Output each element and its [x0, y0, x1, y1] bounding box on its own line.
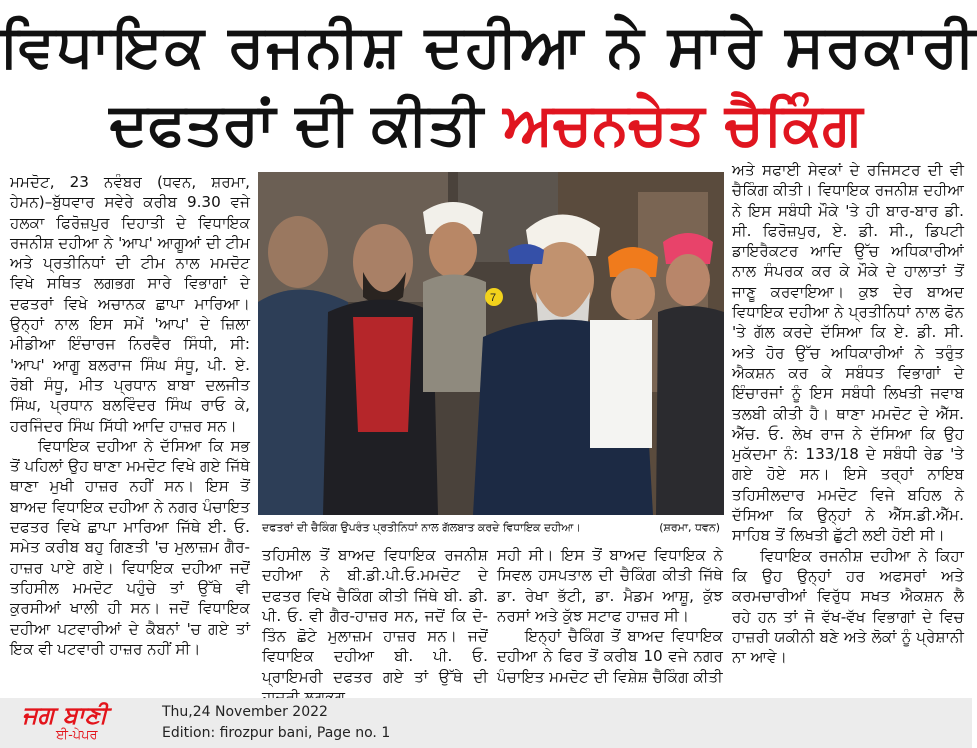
article-paragraph: ਤਹਿਸੀਲ ਤੋਂ ਬਾਅਦ ਵਿਧਾਇਕ ਰਜਨੀਸ਼ ਦਹੀਆ ਨੇ ਬੀ.ਡੀ.ਪੀ.ਓ.ਮਮਦੋਟ ਦੇ ਦਫਤਰ ਵਿਖੇ ਚੈਕਿੰਗ ਕੀਤੀ ਜਿੱਥੇ ਬੀ. ਡੀ. ਪੀ. ਓ. ਵੀ ਗੈਰ-ਹਾਜ਼ਰ ਸਨ, ਜਦੋਂ ਕਿ ਦੋ-ਤਿੰਨ ਛੋਟੇ ਮੁਲਾਜ਼ਮ ਹਾਜ਼ਰ ਸਨ। ਜਦੋਂ ਵਿਧਾਇਕ ਦਹੀਆ ਬੀ. ਪੀ. ਓ. ਪ੍ਰਾਇਮਰੀ ਦਫਤਰ ਗਏ ਤਾਂ ਉੱਥੇ ਦੀ	[262, 546, 488, 686]
article-paragraph: ਵਿਧਾਇਕ ਦਹੀਆ ਨੇ ਦੱਸਿਆ ਕਿ ਸਭ ਤੋਂ ਪਹਿਲਾਂ ਉਹ ਥਾਣਾ ਮਮਦੋਟ ਵਿਖੇ ਗਏ ਜਿੱਥੇ ਥਾਣਾ ਮੁਖੀ ਹਾਜ਼ਰ ਨਹੀਂ ਸਨ। ਇਸ ਤੋਂ ਬਾਅਦ ਵਿਧਾਇਕ ਦਹੀਆ ਨੇ ਨਗਰ ਪੰਚਾਇਤ ਦਫਤਰ ਵਿਖੇ ਛਾਪਾ ਮਾਰਿਆ ਜਿੱਥੇ ਈ. ਓ. ਸਮੇਤ ਕਰੀਬ ਬਹੁ ਗਿਣਤੀ 'ਚ ਮੁਲਾਜ਼ਮ ਗੈਰ-ਹਾਜ਼ਰ ਪਾਏ ਗਏ। ਵਿਧਾਇਕ ਦਹੀਆ ਜਦੋਂ ਤਹਿਸੀਲ ਮਮਦੋਟ ਪਹੁੰਚੇ ਤਾਂ ਉੱਥੇ ਵੀ ਕੁਰਸੀਆਂ ਖਾਲੀ ਹੀ ਸਨ। ਜਦੋਂ ਵਿਧਾਇਕ ਦਹੀਆ ਪਟਵਾਰੀਆਂ ਦੇ ਕੈਬਨਾਂ 'ਚ ਗਏ ਤਾਂ ਇਕ ਵੀ ਪਟਵਾਰੀ ਹਾਜ਼ਰ ਨਹੀਂ ਸੀ।	[10, 436, 250, 658]
article-paragraph: ਸਹੀ ਸੀ। ਇਸ ਤੋਂ ਬਾਅਦ ਵਿਧਾਇਕ ਨੇ ਸਿਵਲ ਹਸਪਤਾਲ ਦੀ ਚੈਕਿੰਗ ਕੀਤੀ ਜਿੱਥੇ ਡਾ. ਰੇਖਾ ਭੱਟੀ, ਡਾ. ਮੈਡਮ ਆਸ਼ੂ, ਕੁੱਝ ਨਰਸਾਂ ਅਤੇ ਕੁੱਝ ਸਟਾਫ ਹਾਜ਼ਰ ਸੀ।	[497, 546, 723, 625]
news-photo	[258, 172, 724, 515]
caption-text: ਦਫਤਰਾਂ ਦੀ ਚੈਕਿੰਗ ਉਪਰੰਤ ਪ੍ਰਤੀਨਿਧਾਂ ਨਾਲ ਗੱਲਬਾਤ ਕਰਦੇ ਵਿਧਾਇਕ ਦਹੀਆ।	[262, 521, 581, 534]
article-paragraph: ਇਨ੍ਹਾਂ ਚੈਕਿੰਗ ਤੋਂ ਬਾਅਦ ਵਿਧਾਇਕ ਦਹੀਆ ਨੇ ਫਿਰ ਤੋਂ ਕਰੀਬ 10 ਵਜੇ ਨਗਰ ਪੰਚਾਇਤ ਮਮਦੋਟ ਦੀ ਵਿਸ਼ੇਸ਼ ਚੈਕਿੰਗ ਕੀਤੀ	[497, 627, 723, 686]
logo-title: ਜਗ ਬਾਣੀ	[22, 701, 108, 729]
headline-line-2-red: ਅਚਨਚੇਤ ਚੈਕਿੰਗ	[503, 90, 863, 158]
article-column-3	[497, 545, 723, 695]
article-paragraph: ਅਤੇ ਸਫਾਈ ਸੇਵਕਾਂ ਦੇ ਰਜਿਸਟਰ ਦੀ ਵੀ ਚੈਕਿੰਗ ਕੀਤੀ। ਵਿਧਾਇਕ ਰਜਨੀਸ਼ ਦਹੀਆ ਨੇ ਇਸ ਸਬੰਧੀ ਮੌਕੇ 'ਤੇ ਹੀ ਬਾਰ-ਬਾਰ ਡੀ. ਸੀ. ਫਿਰੋਜ਼ਪੁਰ, ਏ. ਡੀ. ਸੀ., ਡਿਪਟੀ ਡਾਇਰੈਕਟਰ ਆਦਿ ਉੱਚ ਅਧਿਕਾਰੀਆਂ ਨਾਲ ਸੰਪਰਕ ਕਰ ਕੇ ਮੌਕੇ ਦੇ ਹਾਲਾਤਾਂ ਤੋਂ ਜਾਣੂ ਕਰਵਾਇਆ। ਕੁਝ ਦੇਰ ਬਾਅਦ ਵਿਧਾਇਕ ਦਹੀਆ ਨੇ ਪ੍ਰਤੀਨਿਧਾਂ ਨਾਲ ਫੋਨ 'ਤੇ ਗੱਲ ਕਰਦੇ ਦੱਸਿਆ ਕਿ ਏ. ਡੀ. ਸੀ. ਅਤੇ ਹੋਰ ਉੱਚ ਅਧਿਕਾਰੀਆਂ ਨੇ ਤਰੁੰਤ ਐਕਸ਼ਨ ਕਰ ਕੇ ਸਬੰਧਤ ਵਿਭਾਗਾਂ ਦੇ ਇੰਚਾਰਜਾਂ ਨੂੰ ਇਸ ਸਬੰਧੀ ਲਿਖਤੀ ਜਵਾਬ ਤਲਬੀ ਕੀਤੀ ਹੈ। ਥਾਣਾ ਮਮਦੋਟ ਦੇ ਐੱਸ. ਐੱਚ. ਓ. ਲੇਖ ਰਾਜ ਨੇ ਦੱਸਿਆ ਕਿ ਉਹ ਮੁਕੱਦਮਾ ਨੰ: 133/18 ਦੇ ਸਬੰਧੀ ਰੇਡ 'ਤੇ ਗਏ ਹੋਏ ਸਨ। ਇਸੇ ਤਰ੍ਹਾਂ ਨਾਇਬ ਤਹਿਸੀਲਦਾਰ ਮਮਦੋਟ ਵਿਜੇ ਬਹਿਲ ਨੇ ਦੱਸਿਆ ਕਿ ਉਨ੍ਹਾਂ ਨੇ ਐੱਸ.ਡੀ.ਐੱਮ. ਸਾਹਿਬ ਤੋਂ ਲਿਖਤੀ ਛੁੱਟੀ ਲਈ ਹੋਈ ਸੀ।	[732, 161, 964, 545]
badge-number: 7	[490, 292, 497, 304]
article-paragraph: ਮਮਦੋਟ, 23 ਨਵੰਬਰ (ਧਵਨ, ਸ਼ਰਮਾ, ਹੇਮਨ)–ਬੁੱਧਵਾਰ ਸਵੇਰੇ ਕਰੀਬ 9.30 ਵਜੇ ਹਲਕਾ ਫਿਰੋਜ਼ਪੁਰ ਦਿਹਾਤੀ ਦੇ ਵਿਧਾਇਕ ਰਜਨੀਸ਼ ਦਹੀਆ ਨੇ 'ਆਪ' ਆਗੂਆਂ ਦੀ ਟੀਮ ਅਤੇ ਪ੍ਰਤੀਨਿਧਾਂ ਦੀ ਟੀਮ ਨਾਲ ਮਮਦੋਟ ਵਿਖੇ ਸਥਿਤ ਲਗਭਗ ਸਾਰੇ ਵਿਭਾਗਾਂ ਦੇ ਦਫਤਰਾਂ ਵਿਖੇ ਅਚਾਨਕ ਛਾਪਾ ਮਾਰਿਆ। ਉਨ੍ਹਾਂ ਨਾਲ ਇਸ ਸਮੇਂ 'ਆਪ' ਦੇ ਜ਼ਿਲਾ ਮੀਡੀਆ ਇੰਚਾਰਜ ਨਿਰਵੈਰ ਸਿੰਧੀ, ਸੀ: 'ਆਪ' ਆਗੂ ਬਲਰਾਜ ਸਿੰਘ ਸੰਧੂ, ਪੀ. ਏ. ਰੋਬੀ ਸੰਧੂ, ਮੀਤ ਪ੍ਰਧਾਨ ਬਾਬਾ ਦਲਜੀਤ ਸਿੰਘ, ਪ੍ਰਧਾਨ ਬਲਵਿੰਦਰ ਸਿੰਘ ਰਾਓ ਕੇ, ਹਰਜਿੰਦਰ ਸਿੰਘ ਸਿੱਧੀ ਆਦਿ ਹਾਜ਼ਰ ਸਨ।	[10, 173, 250, 435]
article-column-2	[262, 545, 488, 695]
headline-line-1: ਵਿਧਾਇਕ ਰਜਨੀਸ਼ ਦਹੀਆ ਨੇ ਸਾਰੇ ਸਰਕਾਰੀ	[0, 12, 977, 80]
headline-line-2	[0, 86, 972, 162]
headline	[0, 0, 977, 172]
logo-subtitle: ਈ-ਪੇਪਰ	[56, 728, 98, 743]
article-paragraph: ਵਿਧਾਇਕ ਰਜਨੀਸ਼ ਦਹੀਆ ਨੇ ਕਿਹਾ ਕਿ ਉਹ ਉਨ੍ਹਾਂ ਹਰ ਅਫਸਰਾਂ ਅਤੇ ਕਰਮਚਾਰੀਆਂ ਵਿਰੁੱਧ ਸਖਤ ਐਕਸ਼ਨ ਲੈ ਰਹੇ ਹਨ ਤਾਂ ਜੋ ਵੱਖ-ਵੱਖ ਵਿਭਾਗਾਂ ਦੇ ਵਿਚ ਹਾਜ਼ਰੀ ਯਕੀਨੀ ਬਣੇ ਅਤੇ ਲੋਕਾਂ ਨੂੰ ਪ੍ਰੇਸ਼ਾਨੀ ਨਾ ਆਵੇ।	[732, 546, 964, 667]
news-photo-illustration	[258, 172, 724, 515]
edition-info: Edition: firozpur bani, Page no. 1	[162, 725, 391, 741]
headline-line-2-black: ਦਫਤਰਾਂ ਦੀ ਕੀਤੀ	[109, 90, 484, 158]
edition-date: Thu,24 November 2022	[162, 704, 328, 720]
caption-credit: (ਸ਼ਰਮਾ, ਧਵਨ)	[659, 521, 720, 534]
footer-bar	[0, 698, 972, 748]
jagbani-logo	[22, 702, 152, 744]
article-column-4	[732, 160, 964, 692]
photo-caption	[258, 517, 724, 539]
article-column-1	[10, 172, 250, 692]
